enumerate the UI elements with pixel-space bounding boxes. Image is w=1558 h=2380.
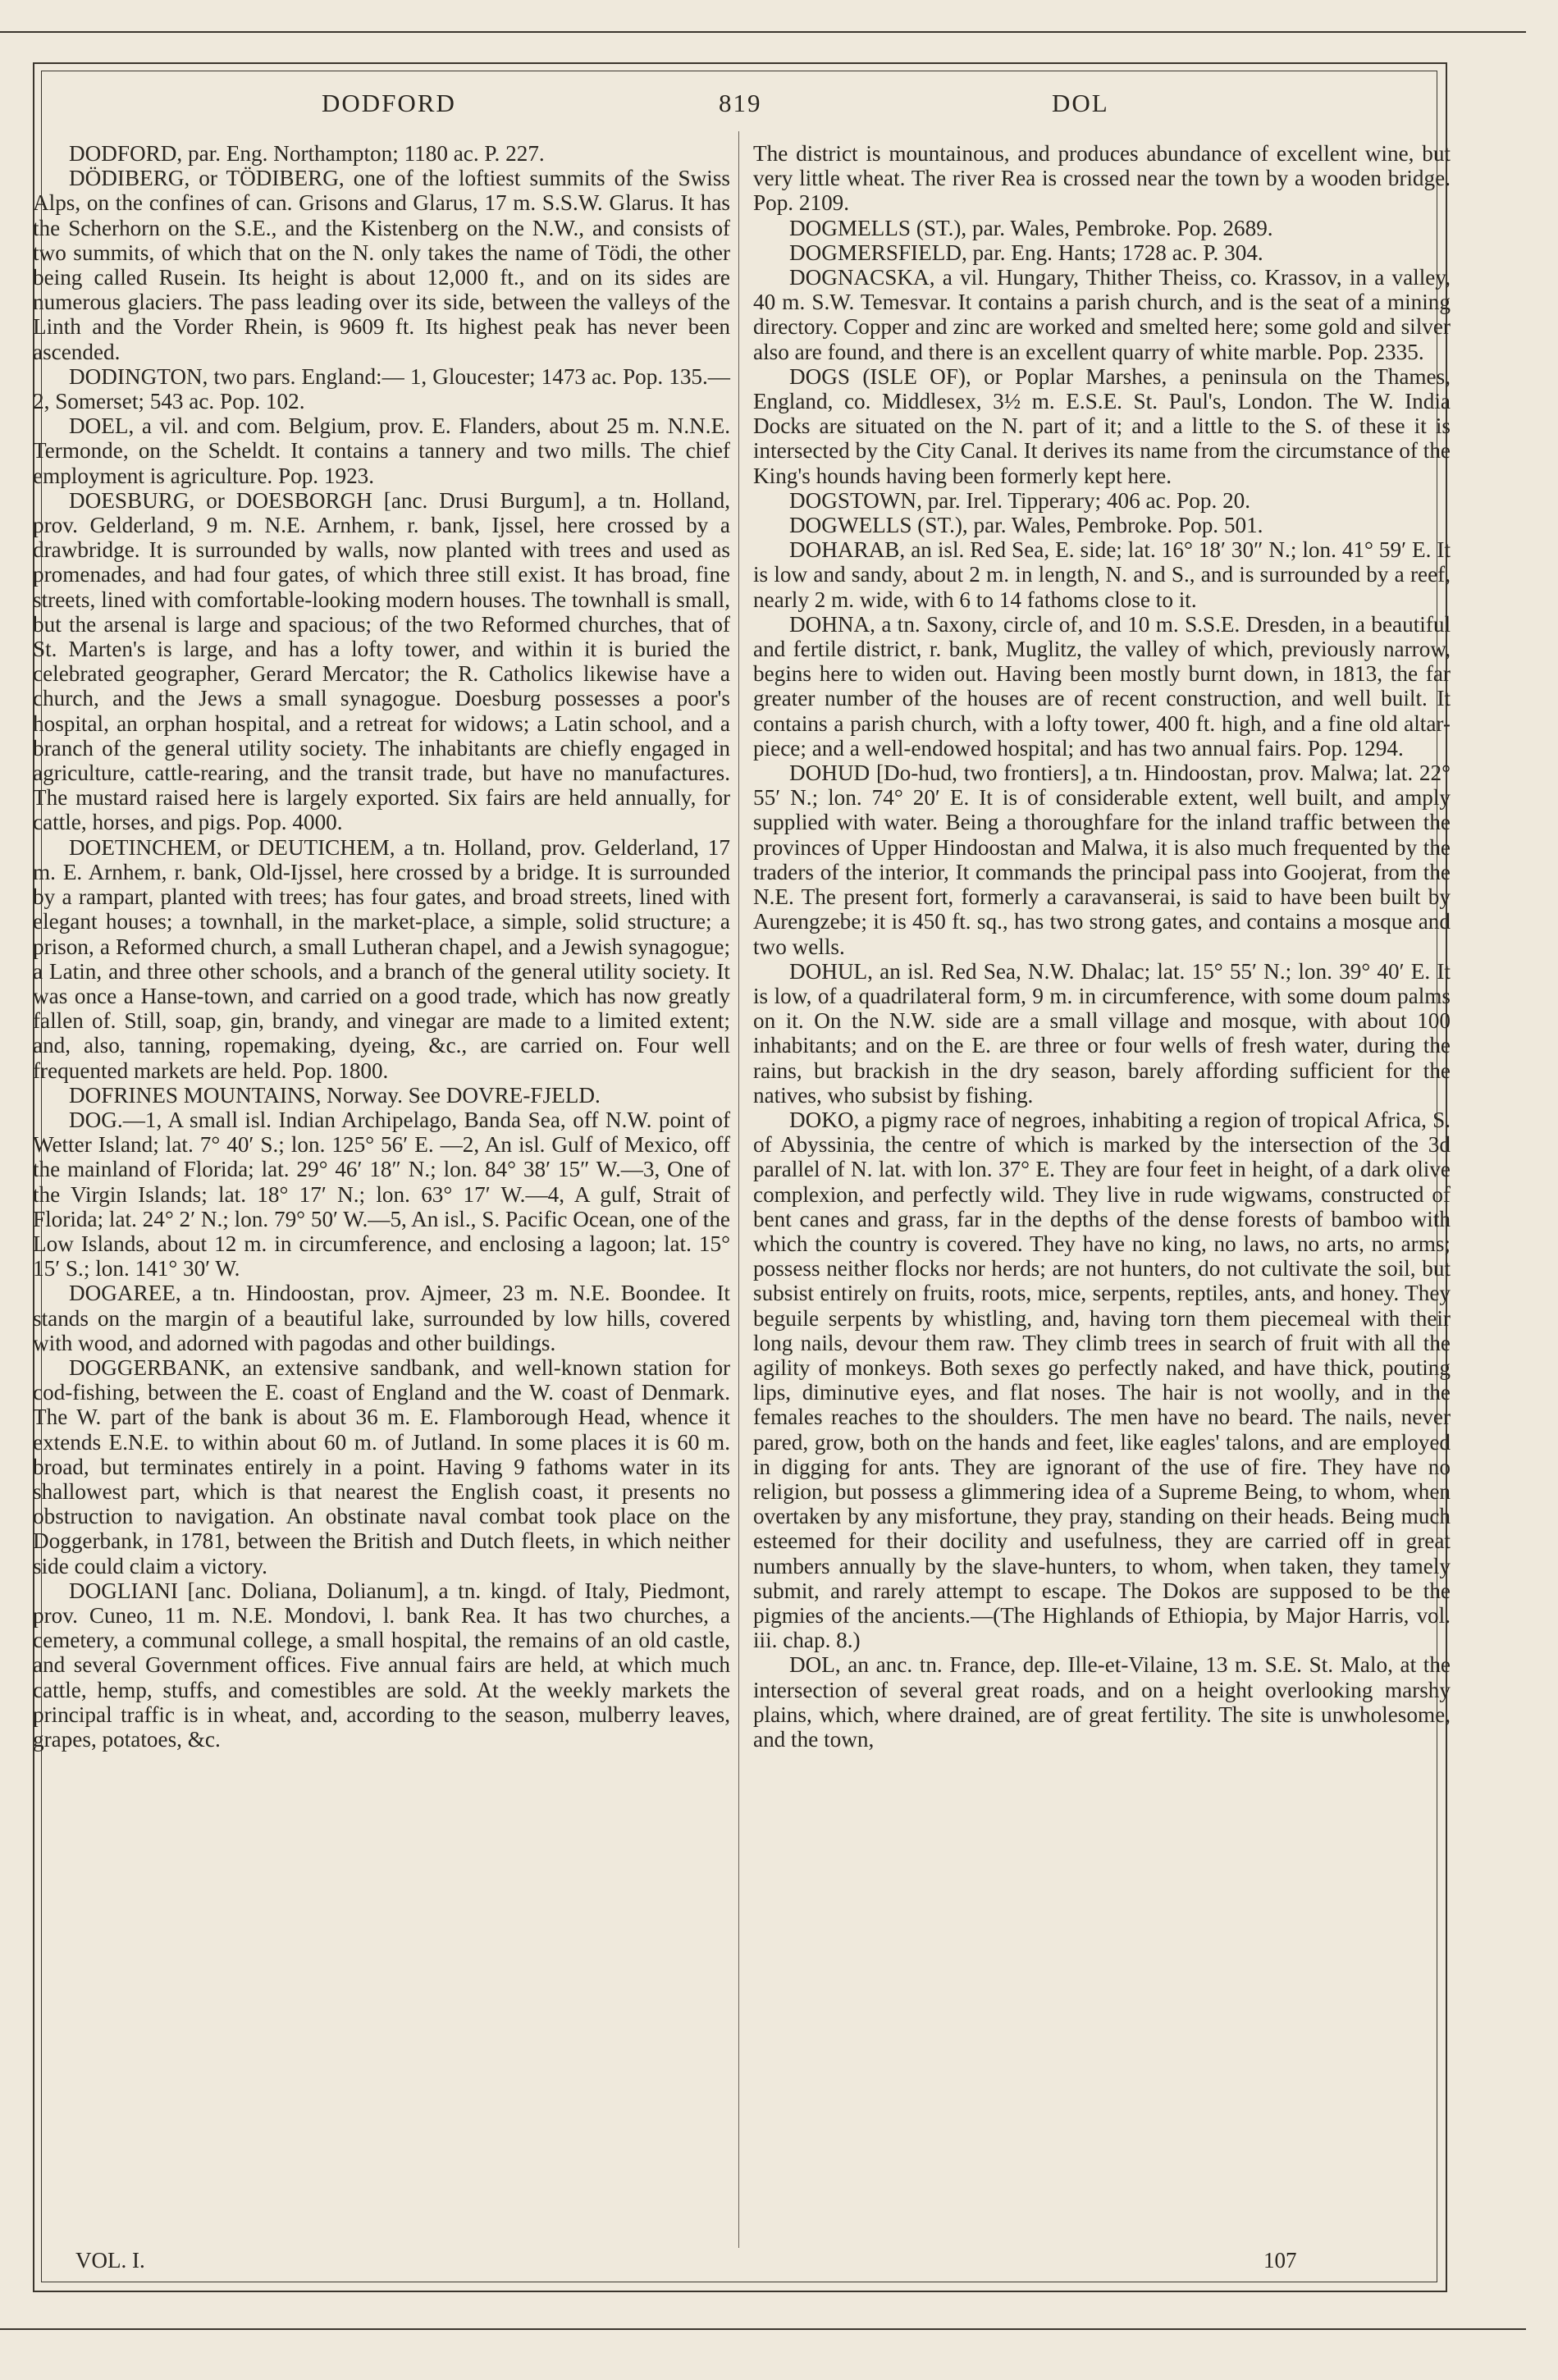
bottom-rule xyxy=(0,2328,1526,2330)
entry-doko: DOKO, a pigmy race of negroes, inhabiting a region of tropical Africa, S. of Abyssinia, the centre of which is marked by the intersection of the 3d parallel of N. lat. with lon. 37° E. They are four feet in height, of a dark olive complexion, and perfectly wild. They live in rude wigwams, constructed of bent canes and grass, far in the depths of the dense forests of bamboo with which the country is covered. They have no king, no laws, no arts, no arms; possess neither flocks nor herds; are not hunters, do not cultivate the soil, but subsist entirely on fruits, roots, mice, serpents, reptiles, ants, and honey. They beguile serpents by whistling, and, having torn them piecemeal with their long nails, devour them raw. They climb trees in search of fruit with all the agility of monkeys. Both sexes go perfectly naked, and have thick, pouting lips, diminutive eyes, and flat noses. The hair is not woolly, and in the females reaches to the shoulders. The men have no beard. The nails, never pared, grow, both on the hands and feet, like eagles' talons, and are employed in digging for ants. They are ignorant of the use of fire. They have no religion, but possess a glimmering idea of a Supreme Being, to whom, when overtaken by any misfortune, they pray, standing on their heads. Being much esteemed for their docility and usefulness, they are carried off in great numbers annually by the slave-hunters, to whom, when taken, they tamely submit, and rarely attempt to escape. The Dokos are supposed to be the pigmies of the ancients.—(The Highlands of Ethiopia, by Major Harris, vol. iii. chap. 8.) xyxy=(753,1107,1451,1653)
entry-dol: DOL, an anc. tn. France, dep. Ille-et-Vilaine, 13 m. S.E. St. Malo, at the intersection of several great roads, and on a height overlooking marshy plains, which, where drained, are of great fertility. The site is unwholesome, and the town, xyxy=(753,1652,1451,1752)
entry-dogstown: DOGSTOWN, par. Irel. Tipperary; 406 ac. Pop. 20. xyxy=(789,487,1251,513)
left-column xyxy=(33,141,730,1752)
entry-dodiberg: DÖDIBERG, or TÖDIBERG, one of the loftiest summits of the Swiss Alps, on the confines of can. Grisons and Glarus, 17 m. S.S.W. Glarus. It has the Scherhorn on the S.E., and the Kistenberg on the N.W., and consists of two summits, of which that on the N. only takes the name of Tödi, the other being called Rusein. Its height is about 12,000 ft., and on its sides are numerous glaciers. The pass leading over its side, between the valleys of the Linth and the Vorder Rhein, is 9609 ft. Its highest peak has never been ascended. xyxy=(33,166,730,364)
entry-dodington: DODINGTON, two pars. England:— 1, Gloucester; 1473 ac. Pop. 135.—2, Somerset; 543 ac. Pop. 102. xyxy=(33,363,730,414)
top-rule xyxy=(0,31,1526,33)
entry-doel: DOEL, a vil. and com. Belgium, prov. E. Flanders, about 25 m. N.N.E. Termonde, on the Scheldt. It contains a tannery and two mills. The chief employment is agriculture. Pop. 1923. xyxy=(33,413,730,488)
page-number: 819 xyxy=(719,89,762,117)
entry-doharab: DOHARAB, an isl. Red Sea, E. side; lat. 16° 18′ 30″ N.; lon. 41° 59′ E. It is low and sandy, about 2 m. in length, N. and S., and is surrounded by a reef, nearly 2 m. wide, with 6 to 14 fathoms close to it. xyxy=(753,537,1451,612)
entry-dogliani-continued: The district is mountainous, and produces abundance of excellent wine, but very little wheat. The river Rea is crossed near the town by a wooden bridge. Pop. 2109. xyxy=(753,141,1451,216)
entry-dofrines: DOFRINES MOUNTAINS, Norway. See DOVRE-FJELD. xyxy=(69,1082,601,1108)
entry-dohna: DOHNA, a tn. Saxony, circle of, and 10 m. S.S.E. Dresden, in a beautiful and fertile district, r. bank, Muglitz, the valley of which, previously narrow, begins here to widen out. Having been mostly burnt down, in 1813, the far greater number of the houses are of recent construction, and well built. It contains a parish church, with a lofty tower, 400 ft. high, and a fine old altar-piece; and a well-endowed hospital; and has two annual fairs. Pop. 1294. xyxy=(753,611,1451,761)
entry-dodford: DODFORD, par. Eng. Northampton; 1180 ac. P. 227. xyxy=(69,141,545,166)
entry-doetinchem: DOETINCHEM, or DEUTICHEM, a tn. Holland, prov. Gelderland, 17 m. E. Arnhem, r. bank, Old-Ijssel, here crossed by a bridge. It is surrounded by a rampart, planted with trees; has four gates, and broad streets, lined with elegant houses; a townhall, in the market-place, a simple, solid structure; a prison, a Reformed church, a small Lutheran chapel, and a Jewish synagogue; a Latin, and three other schools, and a branch of the general utility society. It was once a Hanse-town, and carried on a good trade, which has now greatly fallen of. Still, soap, gin, brandy, and vinegar are made to a limited extent; and, also, tanning, ropemaking, dyeing, &c., are carried on. Four well frequented markets are held. Pop. 1800. xyxy=(33,834,730,1083)
right-column xyxy=(753,141,1451,1752)
entry-doggerbank: DOGGERBANK, an extensive sandbank, and well-known station for cod-fishing, between the E. coast of England and the W. coast of Denmark. The W. part of the bank is about 36 m. E. Flamborough Head, whence it extends E.N.E. to within about 60 m. of Jutland. In some places it is 60 m. broad, but terminates entirely in a point. Having 9 fathoms water in its shallowest part, which is that nearest the English coast, it presents no obstruction to navigation. An obstinate naval combat took place on the Doggerbank, in 1781, between the British and Dutch fleets, in which neither side could claim a victory. xyxy=(33,1354,730,1578)
running-head-right: DOL xyxy=(1052,89,1109,117)
entry-dog: DOG.—1, A small isl. Indian Archipelago, Banda Sea, off N.W. point of Wetter Island; lat. 7° 40′ S.; lon. 125° 56′ E. —2, An isl. Gulf of Mexico, off the mainland of Florida; lat. 29° 46′ 18″ N.; lon. 84° 38′ 15″ W.—3, One of the Virgin Islands; lat. 18° 17′ N.; lon. 63° 17′ W.—4, A gulf, Strait of Florida; lat. 24° 2′ N.; lon. 79° 50′ W.—5, An isl., S. Pacific Ocean, one of the Low Islands, about 12 m. in circumference, and enclosing a lagoon; lat. 15° 15′ S.; lon. 141° 30′ W. xyxy=(33,1107,730,1281)
entry-dogmersfield: DOGMERSFIELD, par. Eng. Hants; 1728 ac. P. 304. xyxy=(789,240,1263,265)
entry-dogaree: DOGAREE, a tn. Hindoostan, prov. Ajmeer, 23 m. N.E. Boondee. It stands on the margin of a beautiful lake, surrounded by low hills, covered with wood, and adorned with pagodas and other buildings. xyxy=(33,1281,730,1355)
entry-doesburg: DOESBURG, or DOESBORGH [anc. Drusi Burgum], a tn. Holland, prov. Gelderland, 9 m. N.E. Arnhem, r. bank, Ijssel, here crossed by a drawbridge. It is surrounded by walls, now planted with trees and used as promenades, and had four gates, of which three still exist. It has broad, fine streets, lined with comfortable-looking modern houses. The townhall is small, but the arsenal is large and spacious; of the two Reformed churches, that of St. Marten's is large, and has a lofty tower, and within it is buried the celebrated geographer, Gerard Mercator; the R. Catholics likewise have a church, and the Jews a small synagogue. Doesburg possesses a poor's hospital, an orphan hospital, and a retreat for widows; a Latin school, and a branch of the general utility society. The inhabitants are chiefly engaged in agriculture, cattle-rearing, and the transit trade, but have no manufactures. The mustard raised here is largely exported. Six fairs are held annually, for cattle, horses, and pigs. Pop. 4000. xyxy=(33,487,730,835)
entry-dohud: DOHUD [Do-hud, two frontiers], a tn. Hindoostan, prov. Malwa; lat. 22° 55′ N.; lon. 74° 20′ E. It is of considerable extent, well built, and amply supplied with water. Being a thoroughfare for the inland traffic between the provinces of Upper Hindoostan and Malwa, it is also much frequented by the traders of the interior, It commands the principal pass into Goojerat, from the N.E. The present fort, formerly a caravanserai, is said to have been built by Aurengzebe; it is 450 ft. sq., has two strong gates, and contains a mosque and two wells. xyxy=(753,761,1451,959)
signature-number: 107 xyxy=(1263,2248,1297,2273)
entry-dohul: DOHUL, an isl. Red Sea, N.W. Dhalac; lat. 15° 55′ N.; lon. 39° 40′ E. It is low, of a quadrilateral form, 9 m. in circumference, with some doum palms on it. On the N.W. side are a small village and mosque, with about 100 inhabitants; and on the E. are three or four wells of fresh water, during the rains, but brackish in the dry season, barely affording sufficient for the natives, who subsist by fishing. xyxy=(753,958,1451,1108)
entry-dogs: DOGS (ISLE OF), or Poplar Marshes, a peninsula on the Thames, England, co. Middlesex, 3½ m. E.S.E. St. Paul's, London. The W. India Docks are situated on the N. part of it; and a little to the S. of these it is intersected by the City Canal. It derives its name from the circumstance of the King's hounds having been formerly kept here. xyxy=(753,363,1451,488)
entry-dognacska: DOGNACSKA, a vil. Hungary, Thither Theiss, co. Krassov, in a valley, 40 m. S.W. Temesvar. It contains a parish church, and is the seat of a mining directory. Copper and zinc are worked and smelted here; some gold and silver also are found, and there is an excellent quarry of white marble. Pop. 2335. xyxy=(753,265,1451,364)
entry-dogmells: DOGMELLS (ST.), par. Wales, Pembroke. Pop. 2689. xyxy=(789,215,1273,240)
volume-label: VOL. I. xyxy=(75,2248,145,2273)
column-divider xyxy=(738,131,739,2248)
entry-dogliani: DOGLIANI [anc. Doliana, Dolianum], a tn. kingd. of Italy, Piedmont, prov. Cuneo, 11 m. N.E. Mondovi, l. bank Rea. It has two churches, a cemetery, a communal college, a small hospital, the remains of an old castle, and several Government offices. Five annual fairs are held, at which much cattle, hemp, stuffs, and comestibles are sold. At the weekly markets the principal traffic is in wheat, and, according to the season, mulberry leaves, grapes, potatoes, &c. xyxy=(33,1578,730,1752)
running-head-left: DODFORD xyxy=(322,89,456,117)
entry-dogwells: DOGWELLS (ST.), par. Wales, Pembroke. Pop. 501. xyxy=(789,513,1263,538)
